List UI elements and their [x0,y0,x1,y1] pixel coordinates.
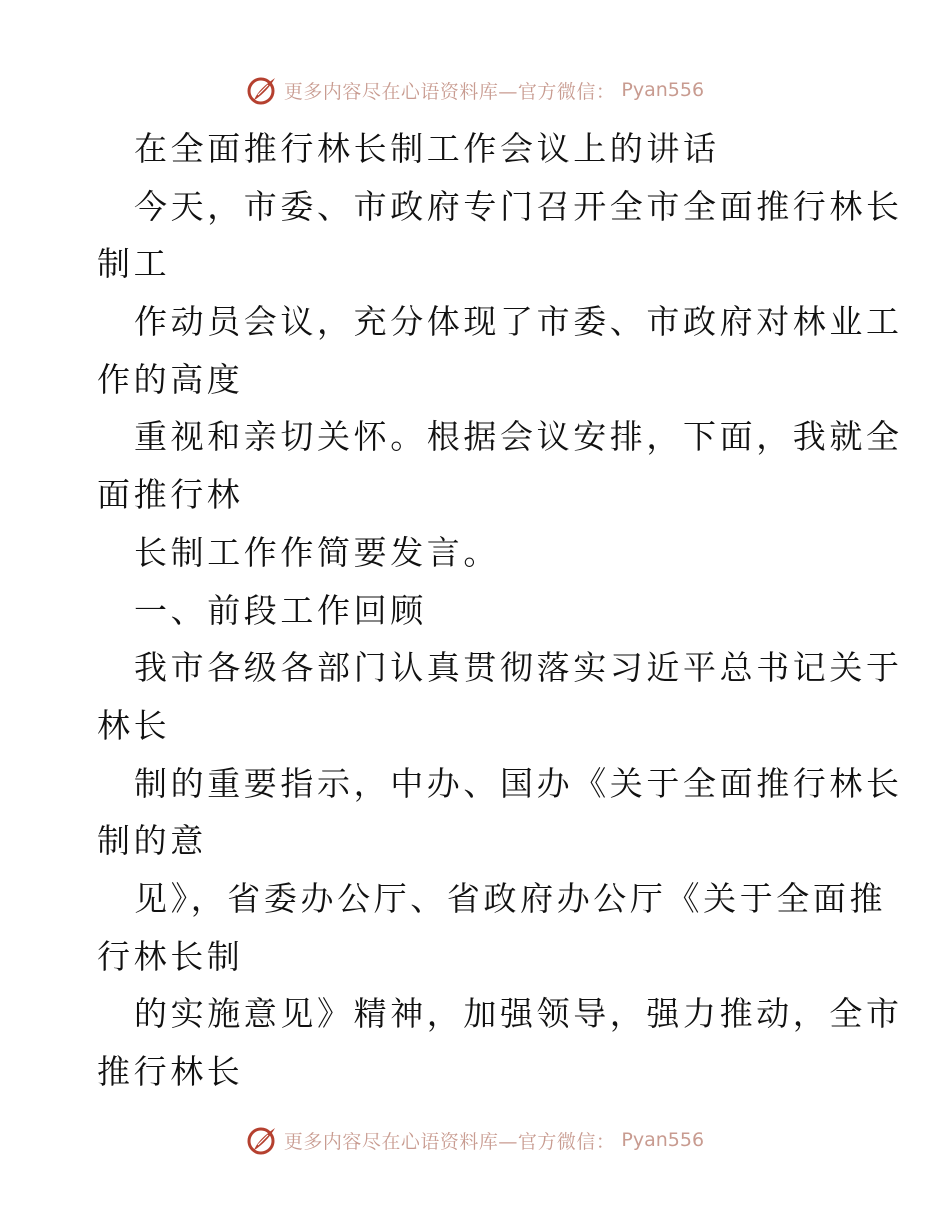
feather-logo-icon [246,1124,278,1156]
section-heading: 一、前段工作回顾 [134,590,427,630]
watermark-wechat-id: Pyan556 [621,1129,705,1151]
paragraph-line: 制的重要指示，中办、国办《关于全面推行林长 [134,763,903,803]
watermark-group [246,74,704,106]
watermark-group [246,1124,704,1156]
paragraph-line: 林长 [97,705,171,745]
document-title: 在全面推行林长制工作会议上的讲话 [134,129,720,168]
paragraph-line: 重视和亲切关怀。根据会议安排，下面，我就全 [134,417,903,457]
paragraph-line: 的实施意见》精神，加强领导，强力推动，全市 [134,994,903,1034]
paragraph-line: 推行林长 [97,1052,244,1091]
paragraph-line: 我市各级各部门认真贯彻落实习近平总书记关于 [134,648,903,688]
feather-logo-icon [246,74,278,106]
paragraph-line: 今天，市委、市政府专门召开全市全面推行林长 [134,186,903,226]
footer-watermark [0,1122,950,1158]
document-body [97,120,903,1101]
watermark-text: 更多内容尽在心语资料库—官方微信： [283,80,616,103]
watermark-wechat-id: Pyan556 [621,79,705,101]
paragraph-line: 制工 [97,244,171,284]
header-watermark [0,72,950,108]
paragraph-line: 作动员会议，充分体现了市委、市政府对林业工 [134,302,903,342]
paragraph-line: 长制工作作简要发言。 [134,532,500,572]
paragraph-line: 行林长制 [97,936,244,976]
paragraph-line: 面推行林 [97,475,244,515]
paragraph-line: 见》，省委办公厅、省政府办公厅《关于全面推 [134,878,887,918]
watermark-text: 更多内容尽在心语资料库—官方微信： [283,1130,616,1153]
paragraph-line: 制的意 [97,821,207,861]
paragraph-line: 作的高度 [97,359,244,399]
